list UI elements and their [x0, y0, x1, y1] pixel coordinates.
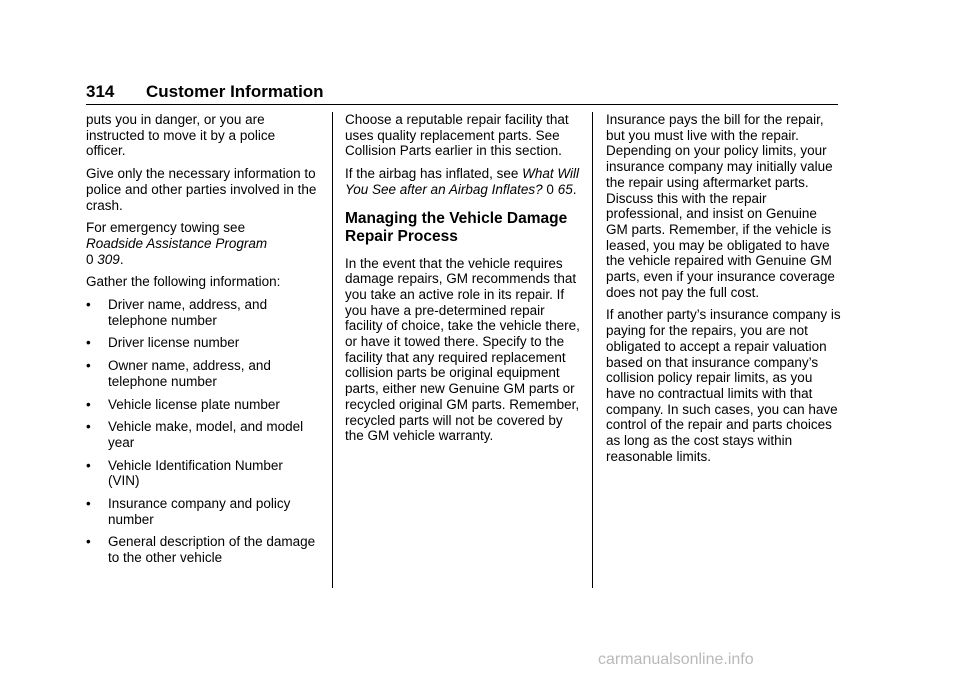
column-1	[86, 112, 318, 573]
list-item	[86, 335, 318, 351]
paragraph: If another party’s insurance company is paying for the repairs, you are not obligated to accept a repair valuation based on that insurance company’s collision policy repair limits, as you have no contractual limits with that company. In such cases, you can have control of the repair and parts choices as long as the cost stays within reasonable limits.	[606, 307, 841, 464]
bullet-icon: •	[86, 297, 91, 313]
paragraph: For emergency towing see Roadside Assistance Program 0 309.	[86, 220, 268, 267]
list-item	[86, 397, 318, 413]
paragraph-text: For emergency towing see	[86, 220, 246, 236]
paragraph: Give only the necessary information to police and other parties involved in the crash.	[86, 166, 317, 213]
list-item	[86, 297, 318, 328]
paragraph: In the event that the vehicle requires damage repairs, GM recommends that you take an active role in its repair. If you have a pre-determined repair facility of choice, take the vehicle there, or have it towed there. Specify to the facility that any required replacement collision parts be original equipment parts, either new Genuine GM parts or recycled original GM parts. Remember, recycled parts will not be covered by the GM vehicle warranty.	[345, 255, 580, 444]
paragraph: puts you in danger, or you are instructed to move it by a police officer.	[86, 112, 276, 159]
bullet-icon: •	[86, 396, 91, 412]
page-ref[interactable]: 65	[557, 181, 573, 197]
column-divider	[332, 112, 333, 588]
list-item-text: Driver license number	[108, 335, 240, 351]
paragraph: If the airbag has inflated, see What Will You See after an Airbag Inflates? 0 65.	[345, 166, 580, 197]
page-ref-symbol: 0	[86, 251, 94, 267]
paragraph: Insurance pays the bill for the repair, but you must live with the repair. Depending on your policy limits, your insurance company may initially value the repair using aftermarket parts. Discuss this with the repair professional, and insist on Genuine GM parts. Remember, if the vehicle is leased, you may be obligated to have the vehicle repaired with Genuine GM parts, even if your insurance coverage does not pay the full cost.	[606, 112, 835, 300]
list-item	[86, 419, 318, 450]
header-rule	[86, 104, 838, 105]
paragraph: Gather the following information:	[86, 274, 281, 290]
roadside-assistance-link[interactable]: Roadside Assistance Program	[86, 235, 268, 251]
bullet-icon: •	[86, 496, 91, 512]
list-item-text: Vehicle Identification Number (VIN)	[108, 457, 283, 489]
list-item	[86, 496, 318, 527]
list-item	[86, 458, 318, 489]
list-item	[86, 534, 318, 565]
list-item-text: General description of the damage to the other vehicle	[108, 534, 316, 566]
paragraph-text: If the airbag has inflated, see	[345, 166, 519, 182]
page-ref-symbol: 0	[546, 181, 554, 197]
paragraph: Choose a reputable repair facility that uses quality replacement parts. See Collision Parts earlier in this section.	[345, 112, 569, 159]
list-item-text: Vehicle license plate number	[108, 396, 280, 412]
info-list	[86, 297, 318, 566]
bullet-icon: •	[86, 358, 91, 374]
section-heading: Managing the Vehicle Damage Repair Process	[345, 209, 568, 246]
bullet-icon: •	[86, 534, 91, 550]
column-divider	[592, 112, 593, 588]
list-item-text: Insurance company and policy number	[108, 496, 291, 527]
list-item-text: Vehicle make, model, and model year	[108, 419, 304, 450]
list-item	[86, 358, 318, 389]
bullet-icon: •	[86, 419, 91, 435]
list-item-text: Owner name, address, and telephone number	[108, 358, 271, 389]
column-3	[606, 112, 842, 471]
page-header	[86, 82, 324, 102]
page-ref[interactable]: 309	[97, 251, 120, 267]
bullet-icon: •	[86, 335, 91, 351]
watermark: carmanualsonline.info	[598, 651, 754, 668]
list-item-text: Driver name, address, and telephone number	[108, 297, 268, 328]
airbag-link[interactable]: What Will You See after an Airbag Inflates?	[345, 166, 580, 197]
page-number: 314	[86, 82, 115, 101]
section-title: Customer Information	[146, 82, 324, 101]
bullet-icon: •	[86, 457, 91, 473]
column-2	[345, 112, 581, 451]
